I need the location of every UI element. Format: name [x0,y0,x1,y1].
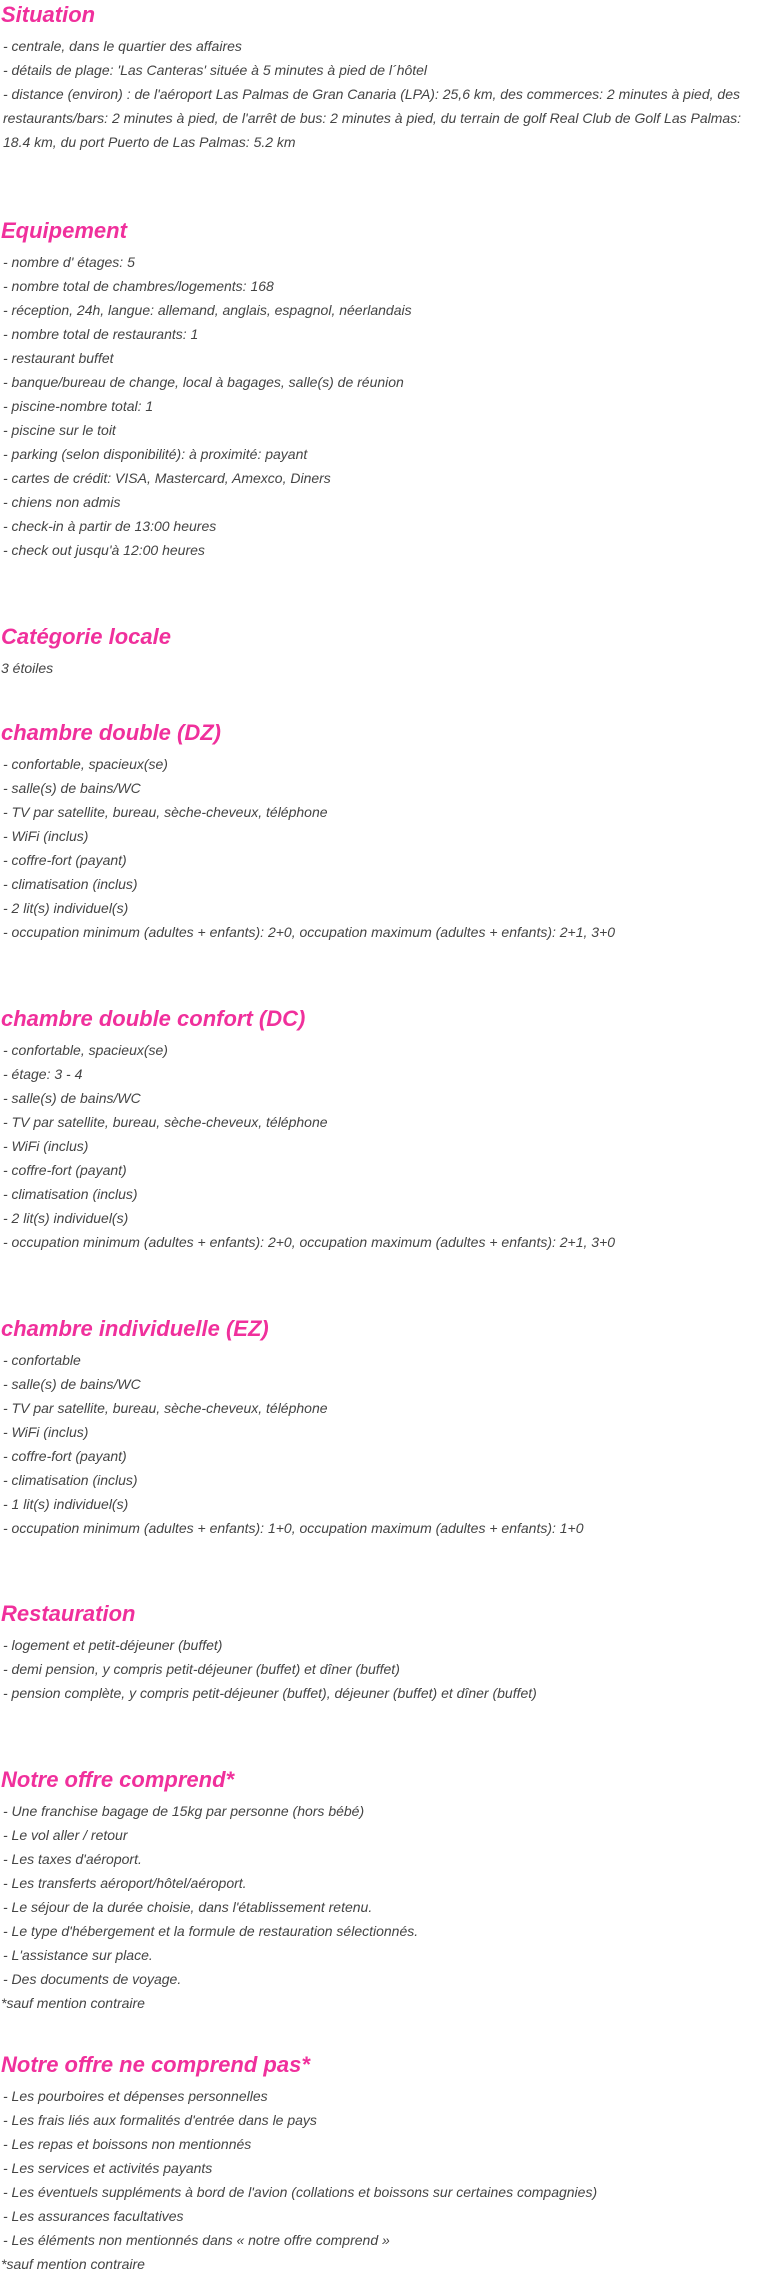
list-item: - Le type d'hébergement et la formule de restauration sélectionnés. [3,1923,419,1939]
list-item: - Les pourboires et dépenses personnelles [3,2088,268,2104]
list-item: - Les transferts aéroport/hôtel/aéroport. [3,1875,247,1891]
list-item: - restaurant buffet [3,350,114,366]
list-item: - Les services et activités payants [3,2160,213,2176]
list-item: - L'assistance sur place. [3,1947,153,1963]
list-item: - piscine sur le toit [3,422,116,438]
section-title: Equipement [1,218,127,243]
section-title: chambre individuelle (EZ) [1,1316,269,1341]
list-item: - parking (selon disponibilité): à proximité: payant [3,446,308,462]
list-item: - centrale, dans le quartier des affaires [3,38,242,54]
section-situation [0,0,758,154]
section-title: chambre double confort (DC) [1,1006,306,1031]
list-item: - WiFi (inclus) [3,828,89,844]
list-item: - détails de plage: 'Las Canteras' située à 5 minutes à pied de l´hôtel [3,62,428,78]
list-item: - Une franchise bagage de 15kg par personne (hors bébé) [3,1803,365,1819]
list-item: - occupation minimum (adultes + enfants): 2+0, occupation maximum (adultes + enfants): 2+1, 3+0 [3,1234,616,1250]
list-item: - nombre total de restaurants: 1 [3,326,199,342]
list-item: - coffre-fort (payant) [3,852,127,868]
list-item: - confortable [3,1352,81,1368]
list-item: - coffre-fort (payant) [3,1162,127,1178]
list-item: - Les repas et boissons non mentionnés [3,2136,252,2152]
section-lines [0,1038,758,1254]
section-offre-comprend [0,1765,758,2015]
list-item: - confortable, spacieux(se) [3,1042,168,1058]
list-item: - Les éventuels suppléments à bord de l'avion (collations et boissons sur certaines compagnies) [3,2184,598,2200]
section-lines [0,34,758,154]
list-item: - salle(s) de bains/WC [3,1090,141,1106]
list-item: - TV par satellite, bureau, sèche-cheveux, téléphone [3,1114,328,1130]
section-offre-ne-comprend-pas [0,2050,758,2276]
list-item: - cartes de crédit: VISA, Mastercard, Amexco, Diners [3,470,331,486]
section-title: Restauration [1,1601,136,1626]
list-item: - demi pension, y compris petit-déjeuner (buffet) et dîner (buffet) [3,1661,400,1677]
section-chambre-double-confort [0,1004,758,1254]
list-item: - Les taxes d'aéroport. [3,1851,142,1867]
section-lines [0,250,758,562]
footnote: *sauf mention contraire [1,1995,145,2011]
list-item: - 2 lit(s) individuel(s) [3,900,129,916]
list-item: - confortable, spacieux(se) [3,756,168,772]
list-item: - banque/bureau de change, local à bagages, salle(s) de réunion [3,374,404,390]
list-item: - réception, 24h, langue: allemand, anglais, espagnol, néerlandais [3,302,412,318]
list-item: - 1 lit(s) individuel(s) [3,1496,129,1512]
section-title: Catégorie locale [1,624,171,649]
list-item: - Des documents de voyage. [3,1971,182,1987]
section-lines [0,1633,758,1705]
section-lines [0,656,758,680]
list-item: - chiens non admis [3,494,121,510]
list-item: - check out jusqu'à 12:00 heures [3,542,205,558]
section-categorie [0,622,758,680]
list-item: - Le vol aller / retour [3,1827,128,1843]
list-item: - Le séjour de la durée choisie, dans l'établissement retenu. [3,1899,373,1915]
list-item: - climatisation (inclus) [3,876,138,892]
list-item: - nombre total de chambres/logements: 168 [3,278,274,294]
section-lines [0,2084,758,2276]
list-item: - Les assurances facultatives [3,2208,184,2224]
section-title: Situation [1,2,96,27]
list-item: - TV par satellite, bureau, sèche-cheveux, téléphone [3,804,328,820]
list-item: - salle(s) de bains/WC [3,1376,141,1392]
list-item: - 2 lit(s) individuel(s) [3,1210,129,1226]
section-equipement [0,216,758,562]
list-item: - check-in à partir de 13:00 heures [3,518,217,534]
list-item: - coffre-fort (payant) [3,1448,127,1464]
section-restauration [0,1599,758,1705]
section-lines [0,1348,758,1540]
section-lines [0,752,758,944]
list-item: - salle(s) de bains/WC [3,780,141,796]
section-title: Notre offre comprend* [1,1767,235,1792]
list-item: - occupation minimum (adultes + enfants): 1+0, occupation maximum (adultes + enfants): 1+0 [3,1520,584,1536]
list-item: - logement et petit-déjeuner (buffet) [3,1637,223,1653]
list-item: 3 étoiles [1,660,54,676]
section-lines [0,1799,758,2015]
list-item: - climatisation (inclus) [3,1186,138,1202]
section-chambre-individuelle [0,1314,758,1540]
list-item: - piscine-nombre total: 1 [3,398,154,414]
list-item: - Les frais liés aux formalités d'entrée dans le pays [3,2112,317,2128]
list-item: - distance (environ) : de l'aéroport Las Palmas de Gran Canaria (LPA): 25,6 km, des commerces: 2 minutes à pied, des restaurants/bars: 2 minutes à pied, de l'arrêt de bus: 2 minutes à pied, du terrain de golf Real Club de Golf Las Palmas: 18.4 km, du port Puerto de Las Palmas: 5.2 km [3,86,742,150]
list-item: - climatisation (inclus) [3,1472,138,1488]
section-chambre-double [0,718,758,944]
list-item: - nombre d' étages: 5 [3,254,135,270]
list-item: - pension complète, y compris petit-déjeuner (buffet), déjeuner (buffet) et dîner (buffet) [3,1685,537,1701]
section-title: chambre double (DZ) [1,720,222,745]
list-item: - étage: 3 - 4 [3,1066,83,1082]
section-title: Notre offre ne comprend pas* [1,2052,310,2077]
list-item: - WiFi (inclus) [3,1424,89,1440]
list-item: - WiFi (inclus) [3,1138,89,1154]
list-item: - Les éléments non mentionnés dans « notre offre comprend » [3,2232,390,2248]
footnote: *sauf mention contraire [1,2256,145,2272]
list-item: - TV par satellite, bureau, sèche-cheveux, téléphone [3,1400,328,1416]
list-item: - occupation minimum (adultes + enfants): 2+0, occupation maximum (adultes + enfants): 2+1, 3+0 [3,924,616,940]
